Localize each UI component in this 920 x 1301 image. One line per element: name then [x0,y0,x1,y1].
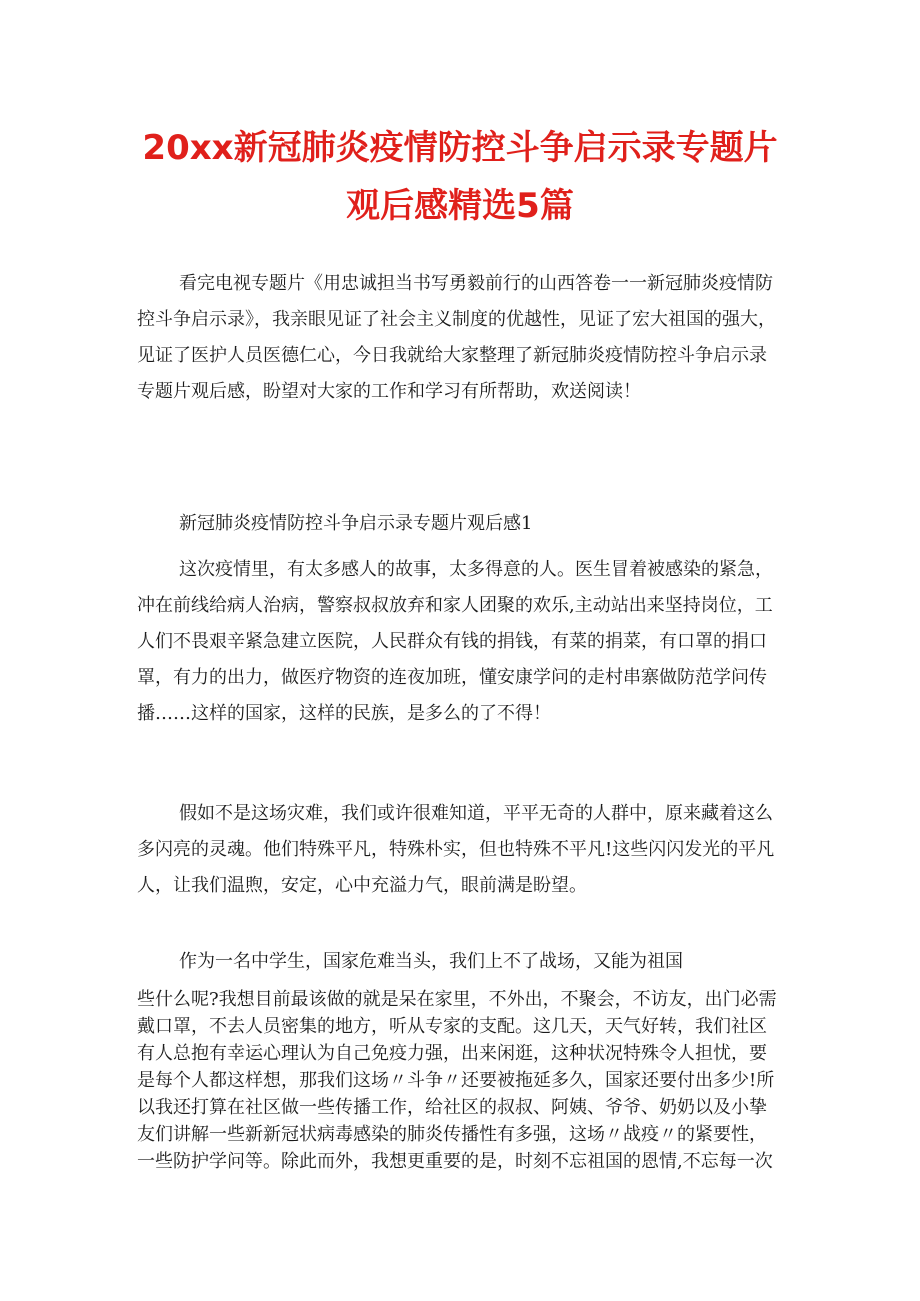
intro-paragraph [137,266,787,410]
paragraph-line: 作为一名中学生，国家危难当头，我们上不了战场，又能为祖国 [179,951,683,972]
body-paragraph-2 [137,796,787,904]
intro-line: 控斗争启示录》，我亲眼见证了社会主义制度的优越性，见证了宏大祖国的强大， [137,309,776,330]
paragraph-line: 友们讲解一些新新冠状病毒感染的肺炎传播性有多强，这场〃战疫〃的紧要性， [137,1124,767,1145]
paragraph-line: 这次疫情里，有太多感人的故事，太多得意的人。医生冒着被感染的紧急， [179,559,773,580]
section-heading-text: 新冠肺炎疫情防控斗争启示录专题片观后感1 [179,513,533,534]
paragraph-line: 播……这样的国家，这样的民族，是多么的了不得！ [137,703,551,724]
intro-line: 看完电视专题片《用忠诚担当书写勇毅前行的山西答卷一一新冠肺炎疫情防 [179,273,773,294]
paragraph-line: 有人总抱有幸运心理认为自己免疫力强，出来闲逛，这种状况特殊令人担忧，要 [137,1043,767,1064]
paragraph-line: 戴口罩，不去人员密集的地方，听从专家的支配。这几天，天气好转，我们社区 [137,1016,767,1037]
paragraph-line: 是每个人都这样想，那我们这场〃斗争〃还要被拖延多久，国家还要付出多少!所 [137,1070,775,1091]
body-paragraph-3 [137,944,787,980]
body-paragraph-1 [137,552,787,732]
intro-line: 见证了医护人员医德仁心，今日我就给大家整理了新冠肺炎疫情防控斗争启示录 [137,345,767,366]
paragraph-line: 一些防护学问等。除此而外，我想更重要的是，时刻不忘祖国的恩情,不忘每一次 [137,1151,773,1172]
paragraph-line: 人们不畏艰辛紧急建立医院，人民群众有钱的捐钱，有菜的捐菜，有口罩的捐口 [137,631,767,652]
paragraph-line: 以我还打算在社区做一些传播工作，给社区的叔叔、阿姨、爷爷、奶奶以及小挚 [137,1097,767,1118]
body-paragraph-4 [137,986,797,1175]
document-title-line-1: 20xx新冠肺炎疫情防控斗争启示录专题片 [142,128,778,168]
paragraph-line: 多闪亮的灵魂。他们特殊平凡，特殊朴实，但也特殊不平凡!这些闪闪发光的平凡 [137,839,775,860]
intro-line: 专题片观后感，盼望对大家的工作和学习有所帮助，欢送阅读！ [137,381,641,402]
paragraph-line: 些什么呢?我想目前最该做的就是呆在家里，不外出，不聚会，不访友，出门必需 [137,989,777,1010]
paragraph-line: 冲在前线给病人治病，警察叔叔放弃和家人团聚的欢乐,主动站出来坚持岗位，工 [137,595,773,616]
section-heading [137,506,787,542]
paragraph-line: 假如不是这场灾难，我们或许很难知道，平平无奇的人群中，原来藏着这么 [179,803,773,824]
paragraph-line: 罩，有力的出力，做医疗物资的连夜加班，懂安康学问的走村串寨做防范学问传 [137,667,767,688]
document-title-line-2: 观后感精选5篇 [346,186,574,226]
paragraph-line: 人，让我们温煦，安定，心中充溢力气，眼前满是盼望。 [137,875,587,896]
